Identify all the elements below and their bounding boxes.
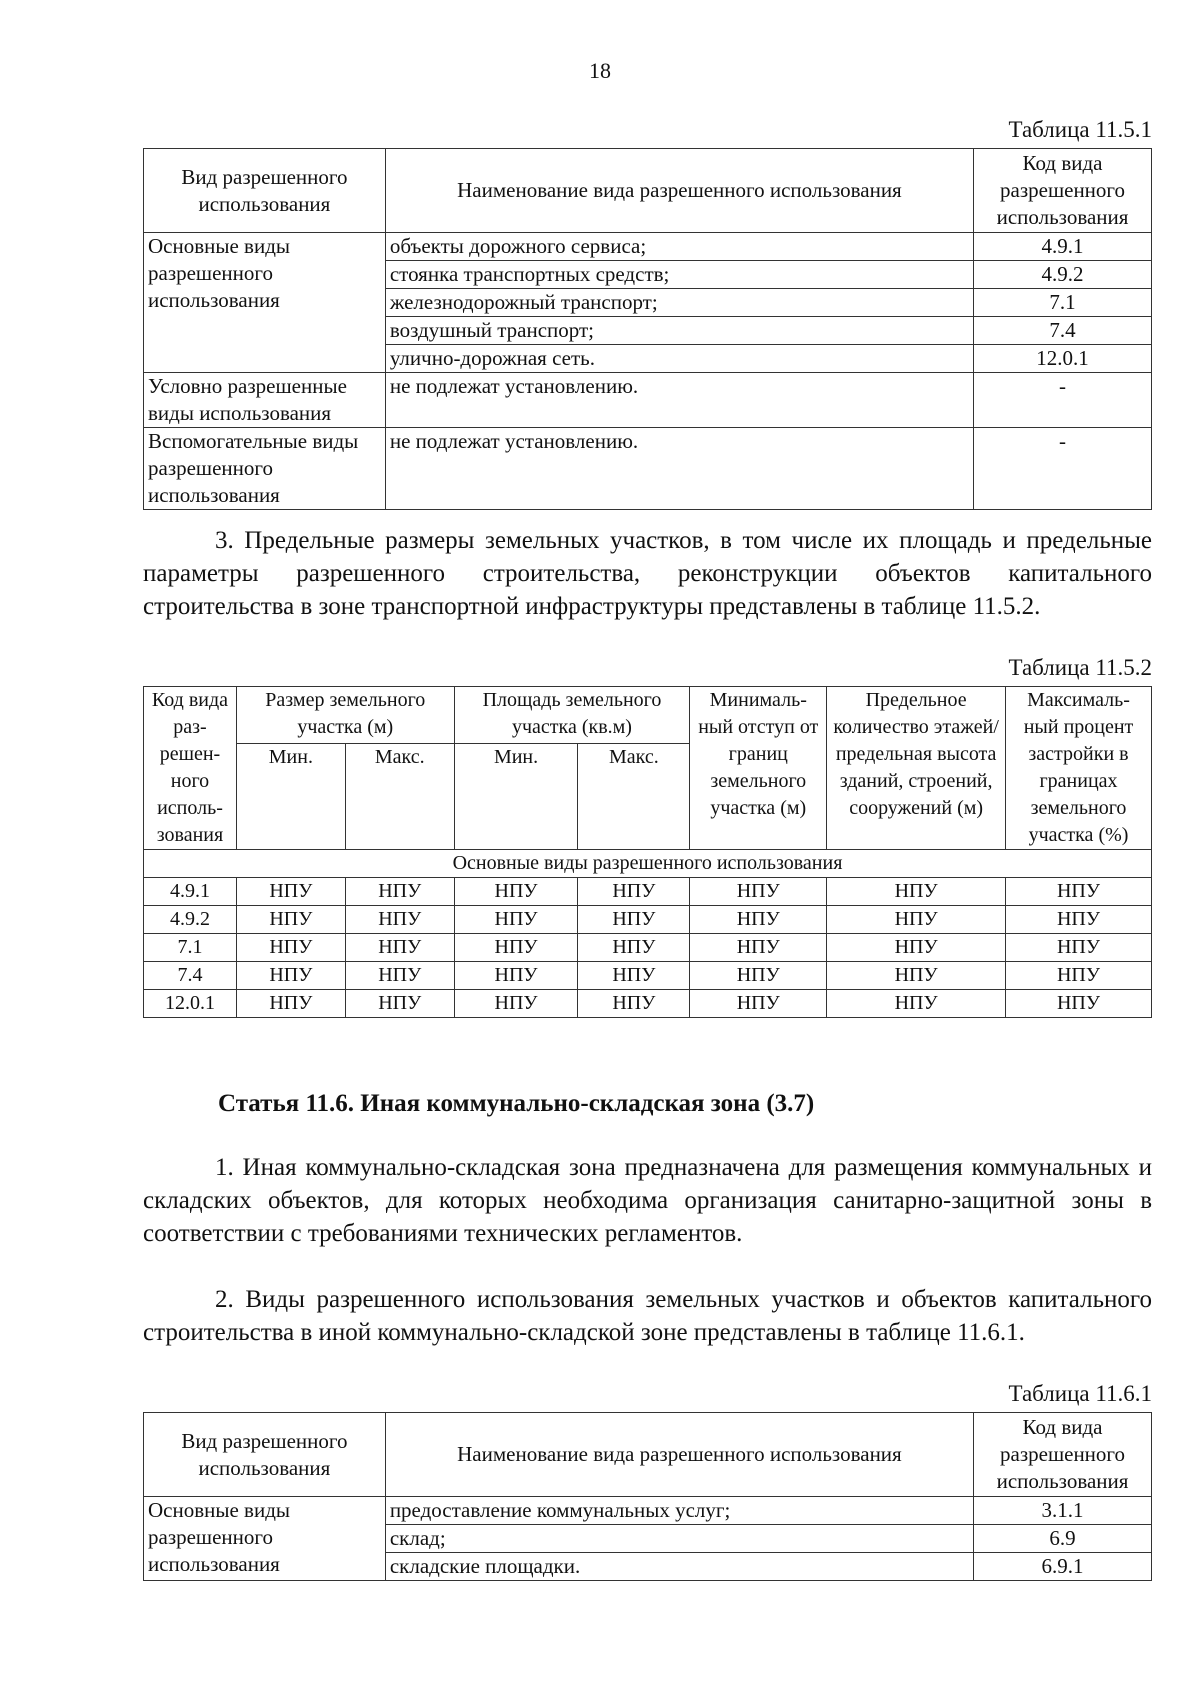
name-cell: склад; (385, 1525, 973, 1553)
value-cell: НПУ (454, 962, 578, 990)
header-floors: Предельное количество этажей/ предельная высота зданий, строений, сооружений (м) (827, 687, 1006, 850)
group-cell: Условно разрешенные виды использования (144, 373, 386, 428)
value-cell: НПУ (690, 906, 827, 934)
value-cell: НПУ (1006, 990, 1152, 1018)
value-cell: НПУ (690, 878, 827, 906)
value-cell: НПУ (578, 962, 690, 990)
page-number: 18 (589, 58, 611, 83)
table-caption-11-5-1: Таблица 11.5.1 (1008, 117, 1152, 142)
section-heading: Статья 11.6. Иная коммунально-складская зона (3.7) (218, 1090, 815, 1117)
name-cell: железнодорожный транспорт; (385, 289, 973, 317)
header-cell: Вид разрешенного использования (144, 1413, 386, 1497)
table-header-row (144, 687, 1152, 744)
header-percent: Максималь- ный процент застройки в границах земельного участка (%) (1006, 687, 1152, 850)
table-11-5-2 (143, 686, 1152, 1018)
code-cell: 4.9.2 (974, 261, 1152, 289)
table-caption-11-5-2: Таблица 11.5.2 (1008, 655, 1152, 680)
table-row (144, 233, 1152, 261)
paragraph-116-1: 1. Иная коммунально-складская зона предназначена для размещения коммунальных и складских объектов, для которых необходима организация санитарно-защитной зоны в соответствии с требованиями технических регламентов. (143, 1154, 1152, 1247)
value-cell: НПУ (578, 934, 690, 962)
table-row (144, 373, 1152, 428)
header-size-max: Макс. (345, 744, 454, 850)
header-setback: Минималь- ный отступ от границ земельного участка (м) (690, 687, 827, 850)
value-cell: НПУ (827, 878, 1006, 906)
header-cell: Вид разрешенного использования (144, 149, 386, 233)
group-cell: Основные виды разрешенного использования (144, 233, 386, 373)
table-header-row (144, 149, 1152, 233)
code-cell: 6.9 (974, 1525, 1152, 1553)
code-cell: 7.4 (144, 962, 237, 990)
value-cell: НПУ (454, 934, 578, 962)
code-cell: 6.9.1 (974, 1553, 1152, 1581)
value-cell: НПУ (827, 906, 1006, 934)
value-cell: НПУ (345, 934, 454, 962)
section-row (144, 850, 1152, 878)
name-cell: не подлежат установлению. (385, 428, 973, 510)
value-cell: НПУ (578, 878, 690, 906)
table-row (144, 428, 1152, 510)
header-area: Площадь земельного участка (кв.м) (454, 687, 690, 744)
table-11-5-1 (143, 148, 1152, 510)
table-caption-11-6-1: Таблица 11.6.1 (1008, 1381, 1152, 1406)
header-size: Размер земельного участка (м) (236, 687, 454, 744)
value-cell: НПУ (827, 934, 1006, 962)
value-cell: НПУ (236, 990, 345, 1018)
value-cell: НПУ (1006, 906, 1152, 934)
paragraph-3: 3. Предельные размеры земельных участков, в том числе их площадь и предельные параметры разрешенного строительства, реконструкции объектов капитального строительства в зоне транспортной инфраструктуры представлены в таблице 11.5.2. (143, 527, 1152, 620)
value-cell: НПУ (1006, 934, 1152, 962)
code-cell: 3.1.1 (974, 1497, 1152, 1525)
paragraph-116-2: 2. Виды разрешенного использования земельных участков и объектов капитального строительства в иной коммунально-складской зоне представлены в таблице 11.6.1. (143, 1286, 1152, 1346)
value-cell: НПУ (454, 906, 578, 934)
value-cell: НПУ (690, 934, 827, 962)
code-cell: 7.1 (974, 289, 1152, 317)
value-cell: НПУ (236, 906, 345, 934)
group-cell: Основные виды разрешенного использования (144, 1497, 386, 1581)
header-area-min: Мин. (454, 744, 578, 850)
value-cell: НПУ (345, 906, 454, 934)
name-cell: объекты дорожного сервиса; (385, 233, 973, 261)
table-header-row (144, 1413, 1152, 1497)
value-cell: НПУ (236, 934, 345, 962)
code-cell: - (974, 428, 1152, 510)
value-cell: НПУ (1006, 878, 1152, 906)
code-cell: 7.4 (974, 317, 1152, 345)
header-code: Код вида раз- решен- ного исполь- зования (144, 687, 237, 850)
header-cell: Наименование вида разрешенного использования (385, 1413, 973, 1497)
name-cell: не подлежат установлению. (385, 373, 973, 428)
value-cell: НПУ (690, 990, 827, 1018)
code-cell: 4.9.1 (974, 233, 1152, 261)
code-cell: 4.9.2 (144, 906, 237, 934)
header-cell: Наименование вида разрешенного использования (385, 149, 973, 233)
name-cell: стоянка транспортных средств; (385, 261, 973, 289)
value-cell: НПУ (345, 962, 454, 990)
value-cell: НПУ (690, 962, 827, 990)
value-cell: НПУ (345, 990, 454, 1018)
value-cell: НПУ (827, 990, 1006, 1018)
section-cell: Основные виды разрешенного использования (144, 850, 1152, 878)
value-cell: НПУ (1006, 962, 1152, 990)
name-cell: предоставление коммунальных услуг; (385, 1497, 973, 1525)
header-cell: Код вида разрешенного использования (974, 149, 1152, 233)
table-11-6-1 (143, 1412, 1152, 1581)
header-size-min: Мин. (236, 744, 345, 850)
code-cell: 12.0.1 (974, 345, 1152, 373)
value-cell: НПУ (827, 962, 1006, 990)
value-cell: НПУ (454, 878, 578, 906)
group-cell: Вспомогательные виды разрешенного использования (144, 428, 386, 510)
code-cell: - (974, 373, 1152, 428)
name-cell: воздушный транспорт; (385, 317, 973, 345)
value-cell: НПУ (578, 990, 690, 1018)
header-cell: Код вида разрешенного использования (974, 1413, 1152, 1497)
value-cell: НПУ (236, 962, 345, 990)
table-row (144, 1497, 1152, 1525)
table-row (144, 906, 1152, 934)
code-cell: 4.9.1 (144, 878, 237, 906)
table-row (144, 934, 1152, 962)
name-cell: складские площадки. (385, 1553, 973, 1581)
header-area-max: Макс. (578, 744, 690, 850)
value-cell: НПУ (454, 990, 578, 1018)
table-row (144, 962, 1152, 990)
name-cell: улично-дорожная сеть. (385, 345, 973, 373)
value-cell: НПУ (236, 878, 345, 906)
table-row (144, 990, 1152, 1018)
value-cell: НПУ (345, 878, 454, 906)
value-cell: НПУ (578, 906, 690, 934)
code-cell: 7.1 (144, 934, 237, 962)
code-cell: 12.0.1 (144, 990, 237, 1018)
table-row (144, 878, 1152, 906)
